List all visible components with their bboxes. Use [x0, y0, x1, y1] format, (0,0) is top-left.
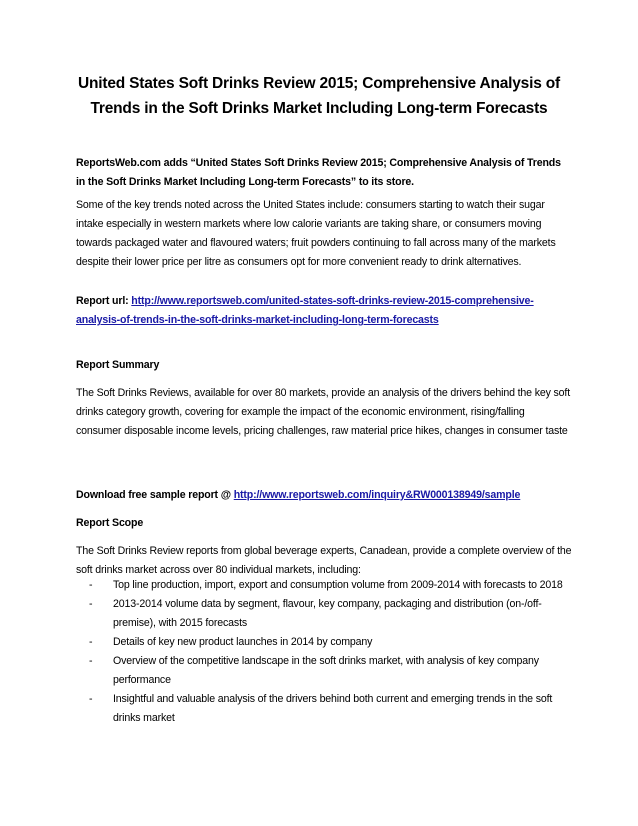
list-item	[76, 652, 572, 690]
list-item	[76, 690, 572, 728]
list-item-text: Overview of the competitive landscape in the soft drinks market, with analysis of key company performance	[113, 655, 539, 686]
list-item	[76, 595, 572, 633]
report-summary-text: The Soft Drinks Reviews, available for over 80 markets, provide an analysis of the drivers behind the key soft drinks category growth, covering for example the impact of the economic environment, rising/falling consumer disposable income levels, pricing challenges, raw material price hikes, changes in consumer taste	[76, 387, 571, 437]
list-item	[76, 576, 572, 595]
report-scope-text: The Soft Drinks Review reports from global beverage experts, Canadean, provide a complete overview of the soft drinks market across over 80 individual markets, including:	[76, 545, 572, 576]
report-url-link[interactable]: http://www.reportsweb.com/united-states-soft-drinks-review-2015-comprehensive-analysis-of-trends-in-the-soft-drinks-market-including-long-term-forecasts	[76, 295, 534, 326]
sample-download-link[interactable]: http://www.reportsweb.com/inquiry&RW000138949/sample	[233, 489, 521, 501]
bullet-dash: -	[89, 655, 93, 667]
list-item-text: Details of key new product launches in 2014 by company	[113, 636, 373, 648]
bullet-dash: -	[89, 693, 93, 705]
bullet-dash: -	[89, 579, 93, 591]
intro-paragraph: ReportsWeb.com adds “United States Soft Drinks Review 2015; Comprehensive Analysis of Trends in the Soft Drinks Market Including Long-term Forecasts” to its store.	[76, 157, 561, 188]
scope-bullet-list	[76, 576, 572, 728]
title-line-1: United States Soft Drinks Review 2015; Comprehensive Analysis of	[78, 75, 560, 92]
bullet-dash: -	[89, 598, 93, 610]
report-url-label: Report url:	[76, 295, 132, 307]
sample-download-label: Download free sample report @	[76, 489, 234, 501]
report-summary-heading: Report Summary	[76, 359, 160, 371]
list-item-text: 2013-2014 volume data by segment, flavour, key company, packaging and distribution (on-/off-premise), with 2015 forecasts	[113, 598, 542, 629]
list-item-text: Top line production, import, export and consumption volume from 2009-2014 with forecasts to 2018	[113, 579, 563, 591]
report-url-line	[76, 292, 572, 330]
list-item-text: Insightful and valuable analysis of the drivers behind both current and emerging trends in the soft drinks market	[113, 693, 553, 724]
description-paragraph: Some of the key trends noted across the United States include: consumers starting to watch their sugar intake especially in western markets where low calorie variants are taking share, or consumers moving towards packaged water and flavoured waters; fruit powders continuing to fall across many of the markets despite their lower price per litre as consumers opt for more convenient ready to drink alternatives.	[76, 199, 556, 268]
list-item	[76, 633, 572, 652]
bullet-dash: -	[89, 636, 93, 648]
report-scope-heading: Report Scope	[76, 517, 144, 529]
title-line-2: Trends in the Soft Drinks Market Including Long-term Forecasts	[90, 100, 548, 117]
sample-download-line	[76, 486, 572, 505]
page-title	[60, 71, 578, 121]
